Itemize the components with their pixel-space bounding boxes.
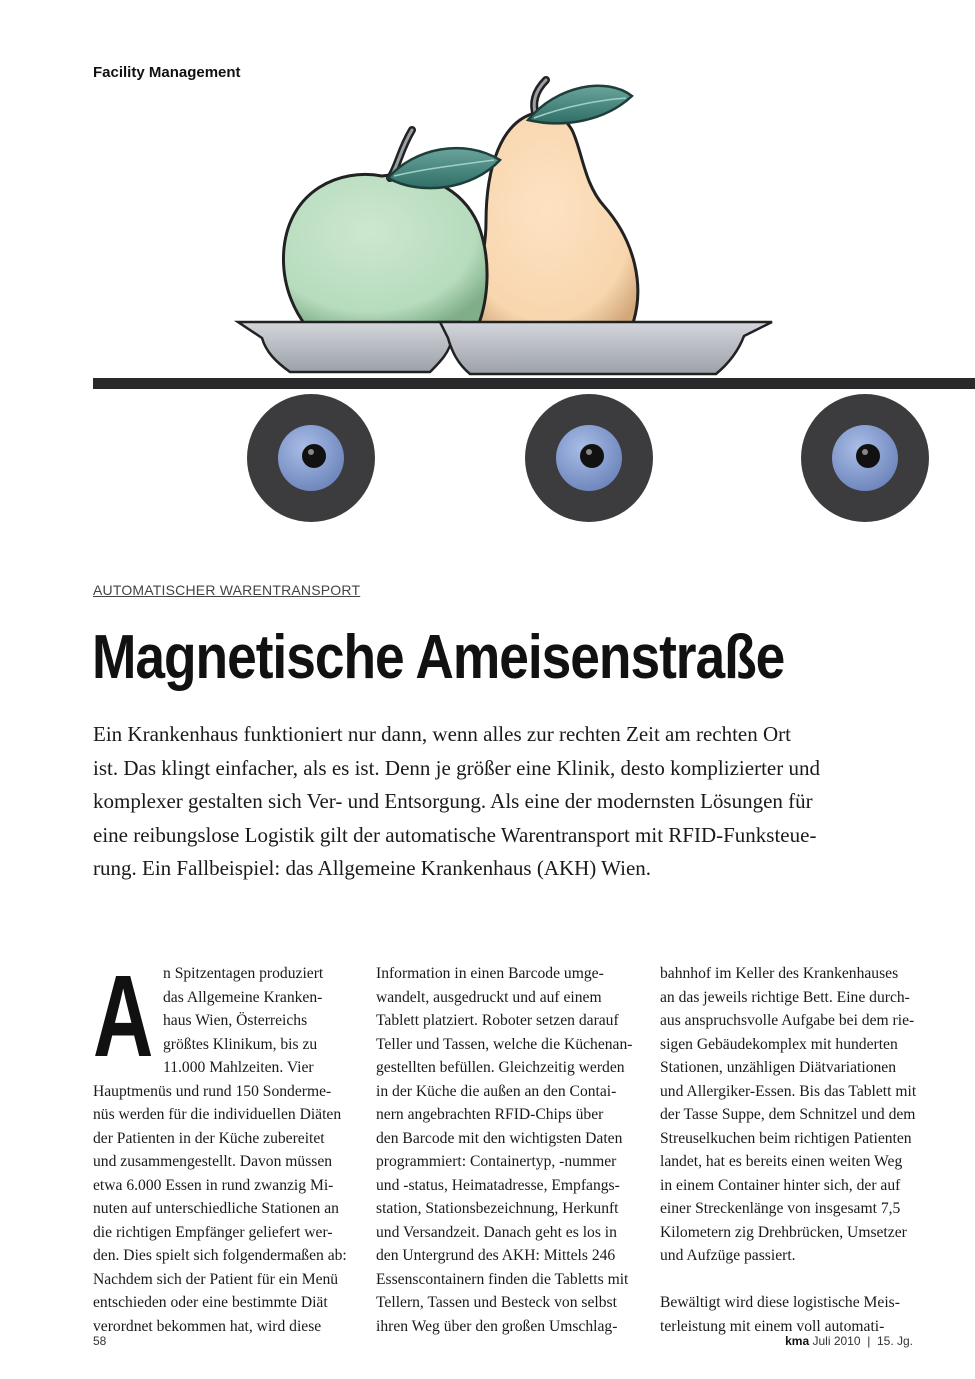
body-line: Nachdem sich der Patient für ein Menü <box>93 1270 339 1288</box>
body-line: Information in einen Barcode umge- <box>376 965 604 982</box>
body-line: und Allergiker-Essen. Bis das Tablett mit <box>660 1082 917 1100</box>
body-line: größtes Klinikum, bis zu <box>163 1035 318 1053</box>
body-line: 11.000 Mahlzeiten. Vier <box>163 1059 314 1076</box>
body-line: Bewältigt wird diese logistische Meis- <box>660 1294 900 1311</box>
lead-line: rung. Ein Fallbeispiel: das Allgemeine Krankenhaus (AKH) Wien. <box>93 856 652 880</box>
lead-line: Ein Krankenhaus funktioniert nur dann, wenn alles zur rechten Zeit am rechten Ort <box>93 722 791 746</box>
drop-cap: A <box>93 951 154 1081</box>
body-line: aus anspruchsvolle Aufgabe bei dem rie- <box>660 1012 915 1029</box>
body-line: in einem Container hinter sich, der auf <box>660 1176 901 1194</box>
body-line: und zusammengestellt. Davon müssen <box>93 1153 333 1170</box>
body-line: wandelt, ausgedruckt und auf einem <box>376 988 602 1006</box>
body-line: einer Streckenlänge von insgesamt 7,5 <box>660 1200 901 1217</box>
cart-bar <box>93 378 975 389</box>
body-line: haus Wien, Österreichs <box>163 1012 308 1029</box>
body-line: Tellern, Tassen und Besteck von selbst <box>376 1294 617 1311</box>
body-line: Kilometern zig Drehbrücken, Umsetzer <box>660 1223 907 1241</box>
body-line: der Patienten in der Küche zubereitet <box>93 1129 325 1147</box>
lead-line: komplexer gestalten sich Ver- und Entsorgung. Als eine der modernsten Lösungen für <box>93 789 813 813</box>
article-headline: Magnetische Ameisenstraße <box>92 623 785 692</box>
wheel-middle <box>525 394 653 522</box>
body-line: nüs werden für die individuellen Diäten <box>93 1106 342 1123</box>
body-line: gestellten befüllen. Gleichzeitig werden <box>376 1059 625 1076</box>
body-line: nern angebrachten RFID-Chips über <box>376 1106 604 1123</box>
body-line: die richtigen Empfänger geliefert wer- <box>93 1223 333 1241</box>
magazine-brand: kma <box>785 1334 810 1348</box>
apple <box>283 130 500 326</box>
body-line: das Allgemeine Kranken- <box>163 988 323 1006</box>
paragraph-gap <box>660 1268 922 1292</box>
body-line: programmiert: Containertyp, -nummer <box>376 1153 617 1170</box>
body-line: und Aufzüge passiert. <box>660 1247 796 1264</box>
cart-fruit-illustration <box>0 70 975 530</box>
body-line: Teller und Tassen, welche die Küchenan- <box>376 1035 633 1053</box>
issue-date: Juli 2010 | 15. Jg. <box>812 1334 913 1348</box>
body-column-3 <box>660 962 922 1338</box>
body-line: an das jeweils richtige Bett. Eine durch- <box>660 988 910 1006</box>
article-lead <box>93 718 873 886</box>
section-label: Facility Management <box>93 64 241 81</box>
body-line: den Barcode mit den wichtigsten Daten <box>376 1129 623 1147</box>
wheel-left <box>247 394 375 522</box>
body-line: nuten auf unterschiedliche Stationen an <box>93 1200 339 1217</box>
body-line: ihren Weg über den großen Umschlag- <box>376 1317 618 1335</box>
body-line: Stationen, unzähligen Diätvariationen <box>660 1059 897 1076</box>
lead-line: ist. Das klingt einfacher, als es ist. Denn je größer eine Klinik, desto komplizierter und <box>93 755 820 780</box>
body-line: entschieden oder eine bestimmte Diät <box>93 1294 328 1311</box>
wheel-right <box>801 394 929 522</box>
article-kicker: AUTOMATISCHER WARENTRANSPORT <box>93 582 361 598</box>
body-line: etwa 6.000 Essen in rund zwanzig Mi- <box>93 1176 334 1194</box>
body-column-2 <box>376 962 638 1338</box>
footer-issue-info <box>785 1334 913 1348</box>
lead-line: eine reibungslose Logistik gilt der automatische Warentransport mit RFID-Funksteue- <box>93 822 817 847</box>
body-line: und -status, Heimatadresse, Empfangs- <box>376 1176 620 1194</box>
body-line: Streuselkuchen beim richtigen Patienten <box>660 1129 912 1147</box>
body-line: sigen Gebäudekomplex mit hunderten <box>660 1035 898 1053</box>
body-line: station, Stationsbezeichnung, Herkunft <box>376 1200 619 1217</box>
body-line: verordnet bekommen hat, wird diese <box>93 1317 322 1335</box>
body-line: bahnhof im Keller des Krankenhauses <box>660 965 899 982</box>
trays <box>238 322 772 374</box>
body-line: n Spitzentagen produziert <box>163 965 324 982</box>
body-line: in der Küche die außen an den Contai- <box>376 1082 617 1100</box>
body-line: und Versandzeit. Danach geht es los in <box>376 1223 617 1241</box>
body-line: Hauptmenüs und rund 150 Sonderme- <box>93 1082 332 1100</box>
pear <box>472 80 638 326</box>
body-line: terleistung mit einem voll automati- <box>660 1317 885 1335</box>
page-number: 58 <box>93 1334 107 1348</box>
body-line: Essenscontainern finden die Tabletts mit <box>376 1270 629 1288</box>
body-column-1 <box>93 951 355 1338</box>
body-line: den. Dies spielt sich folgendermaßen ab: <box>93 1247 347 1264</box>
body-line: landet, hat es bereits einen weiten Weg <box>660 1153 903 1170</box>
body-line: den Untergrund des AKH: Mittels 246 <box>376 1247 616 1264</box>
body-line: Tablett platziert. Roboter setzen darauf <box>376 1012 619 1029</box>
body-line: der Tasse Suppe, dem Schnitzel und dem <box>660 1106 916 1123</box>
